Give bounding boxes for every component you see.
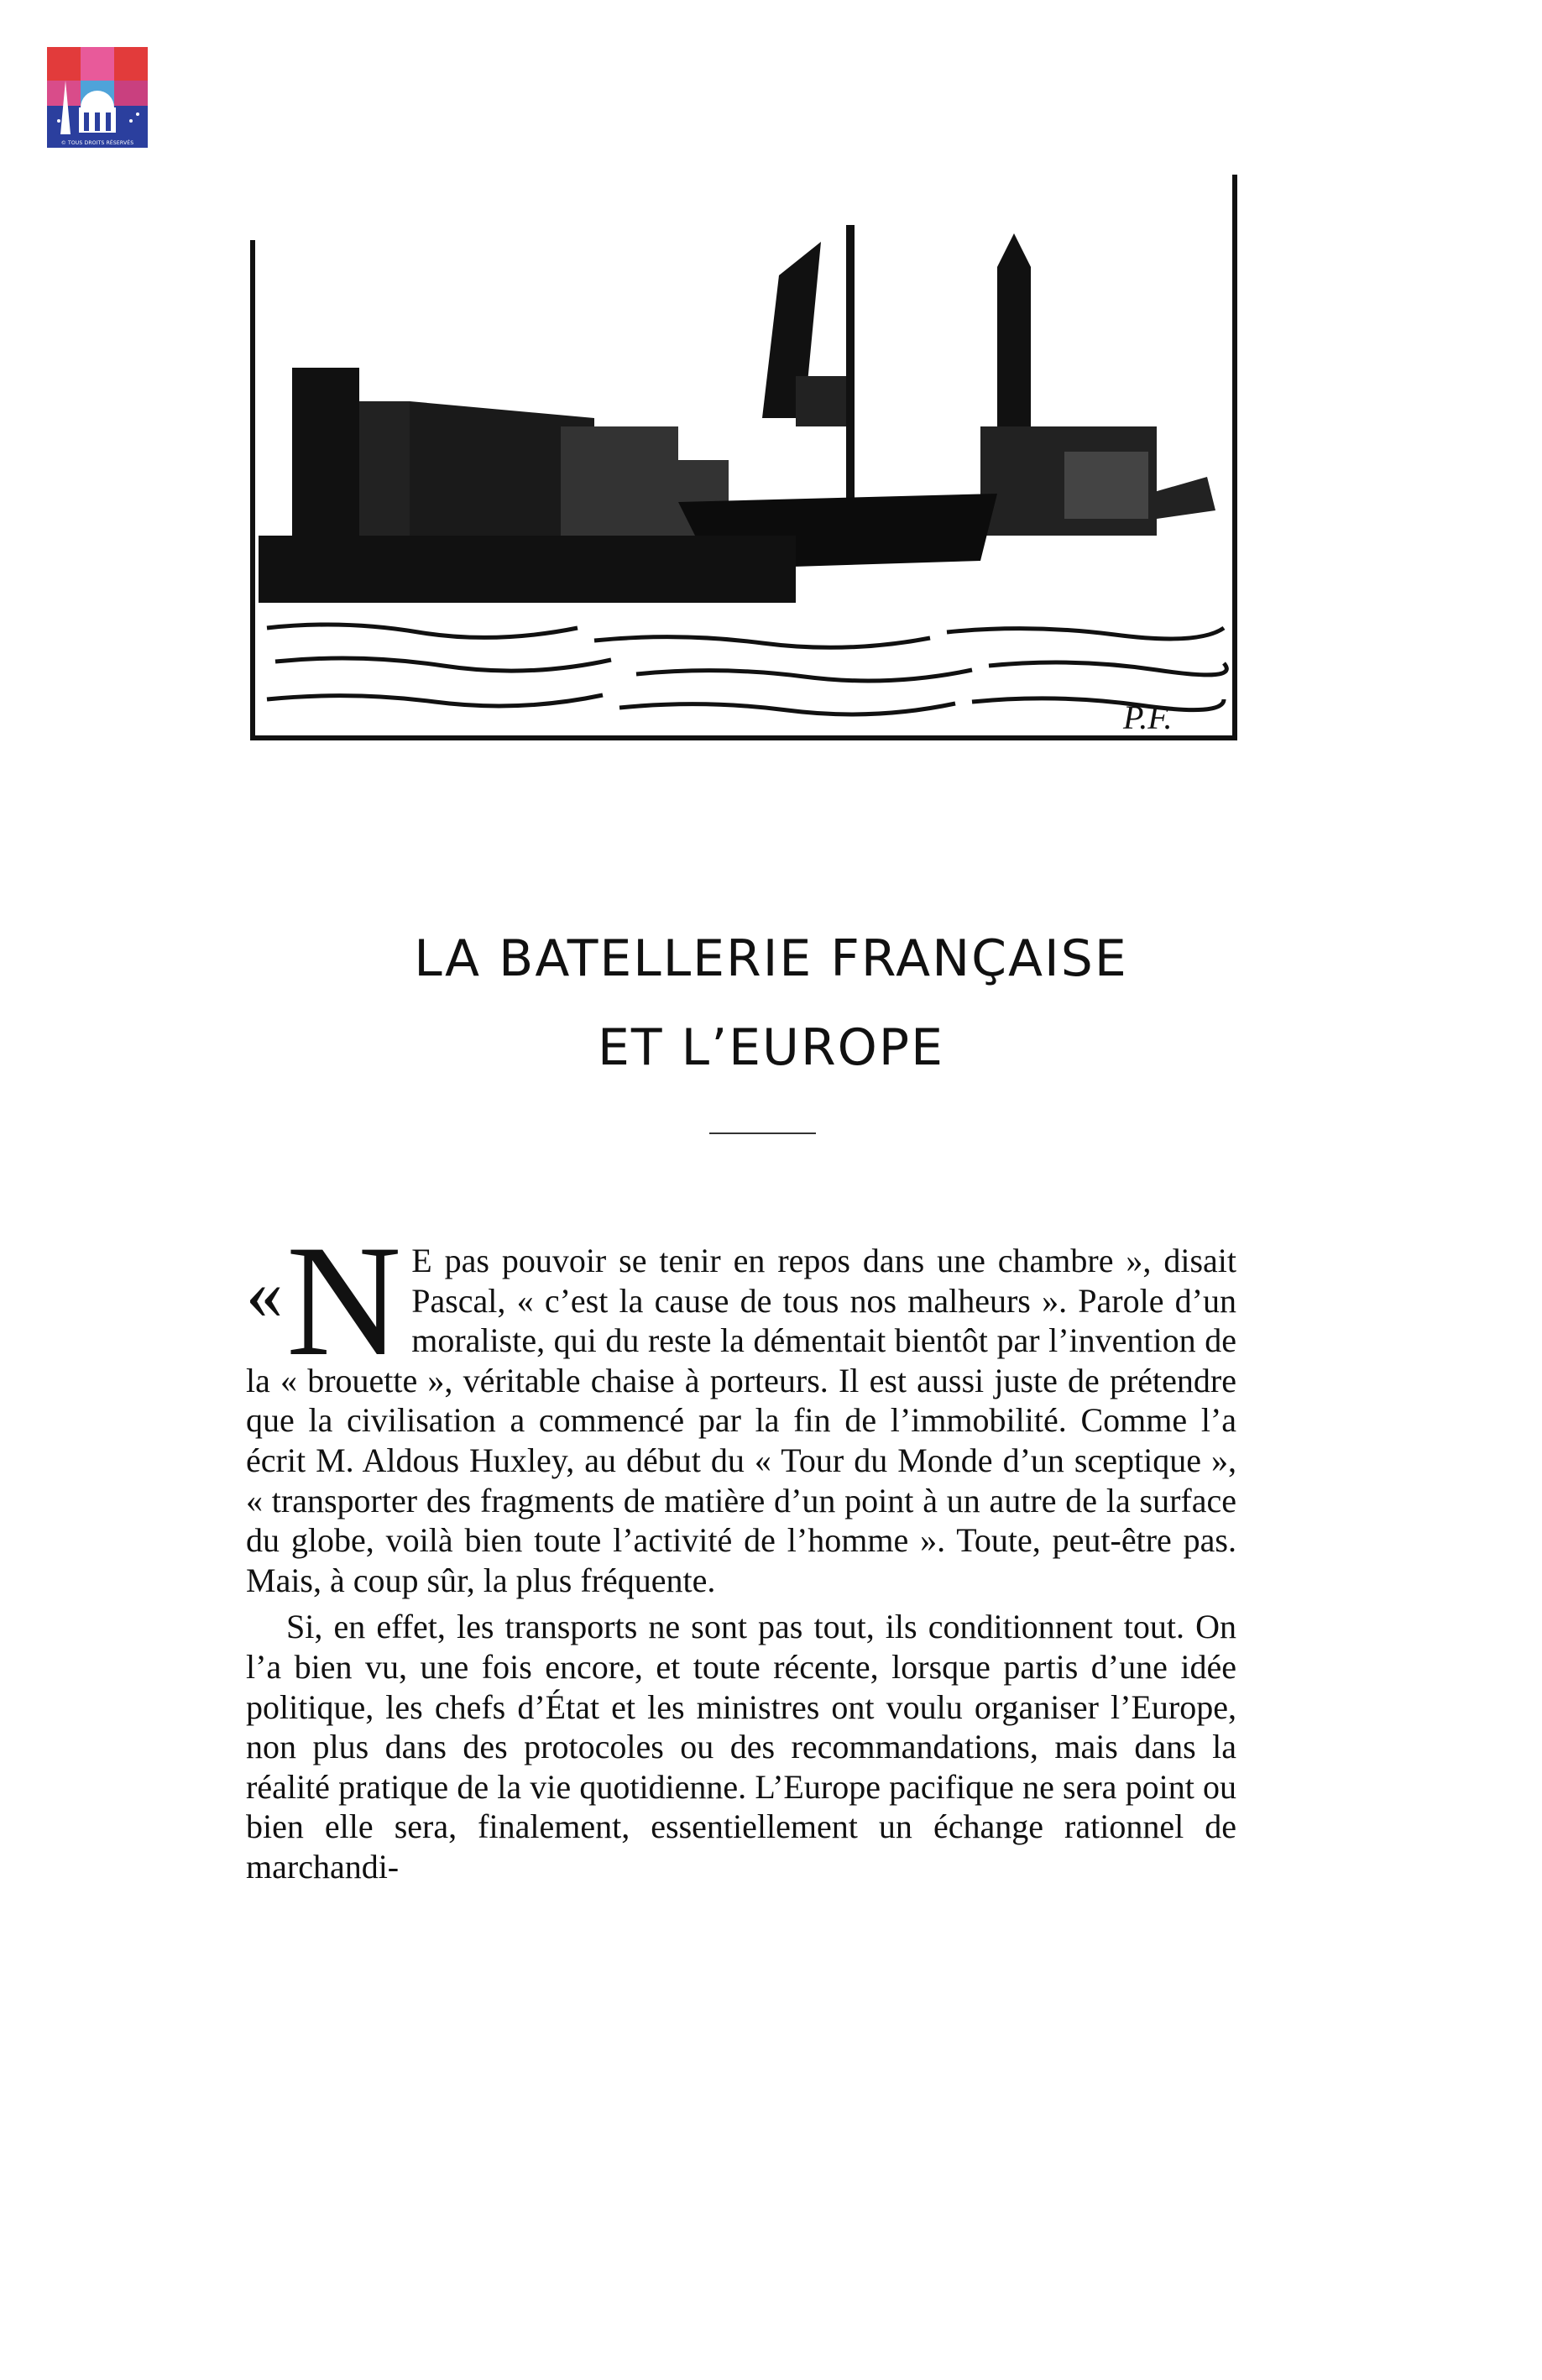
illustration-signature: P.F. <box>1123 698 1173 736</box>
harbor-illustration <box>242 175 1249 747</box>
article-body <box>246 1213 1236 1887</box>
logo-caption: © TOUS DROITS RÉSERVÉS <box>60 140 134 146</box>
paragraph-1: E pas pouvoir se tenir en repos dans une chambre », disait Pascal, « c’est la cause de tous nos malheurs ». Parole d’un moraliste, qui du reste la démentait bientôt par l’invention de la « brouette », véritable chaise à porteurs. Il est aussi juste de prétendre que la civilisation a commencé par la fin de l’immobilité. Comme l’a écrit M. Aldous Huxley, au début du « Tour du Monde d’un sceptique », « transporter des fragments de matière d’un point à un autre de la surface du globe, voilà bien toute l’activité de l’homme ». Toute, peut-être pas. Mais, à coup sûr, la plus fréquente. <box>246 1242 1236 1599</box>
title-separator-rule <box>709 1132 816 1134</box>
publisher-logo <box>47 47 148 148</box>
title-line-2: ET L’EUROPE <box>598 1018 944 1077</box>
title-line-1: LA BATELLERIE FRANÇAISE <box>414 929 1128 988</box>
drop-cap: N <box>286 1213 402 1389</box>
paragraph-2: Si, en effet, les transports ne sont pas tout, ils conditionnent tout. On l’a bien vu, une fois encore, et toute récente, lorsque partis d’une idée politique, les chefs d’État et les ministres ont voulu organiser l’Europe, non plus dans des protocoles ou des recommandations, mais dans la réalité pratique de la vie quotidienne. L’Europe pacifique ne sera point ou bien elle sera, finalement, essentiellement un échange rationnel de marchandi- <box>246 1608 1236 1886</box>
opening-quote-mark: « <box>246 1253 283 1335</box>
